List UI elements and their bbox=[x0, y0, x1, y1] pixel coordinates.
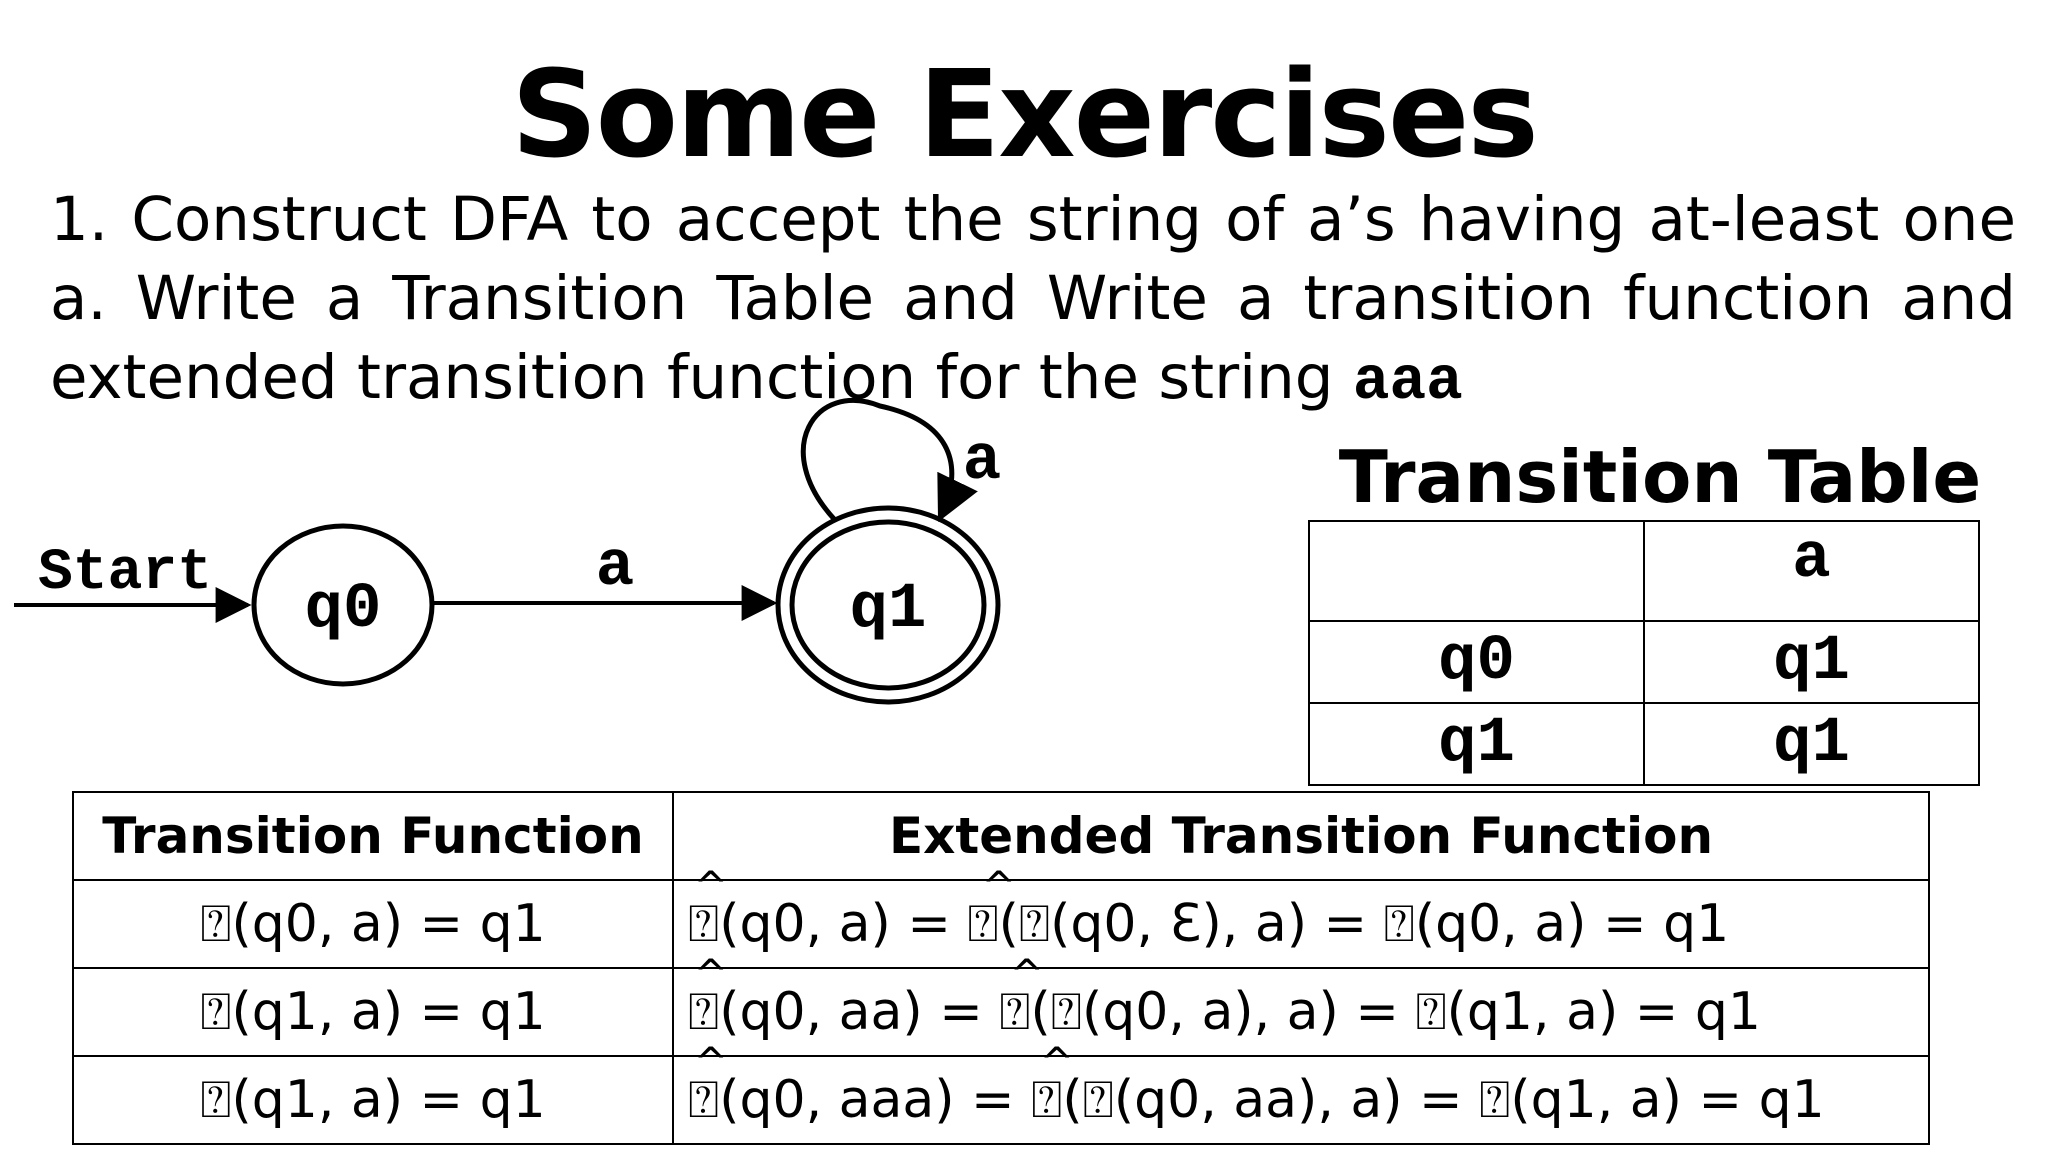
extended-function-text: ( bbox=[1030, 981, 1051, 1042]
self-loop-label: a bbox=[962, 426, 1002, 498]
extended-function-text: ( bbox=[998, 893, 1019, 954]
hat-icon: ^ bbox=[694, 952, 728, 998]
hat-icon: ^ bbox=[1010, 952, 1044, 998]
extended-function-cell bbox=[673, 864, 1929, 968]
table-row bbox=[73, 968, 1929, 1056]
extended-function-text: ( bbox=[1062, 1069, 1083, 1130]
missing-glyph-icon: ⍰ bbox=[1082, 1069, 1114, 1130]
hat-icon: ^ bbox=[694, 1040, 728, 1086]
table-cell-next-state: q1 bbox=[1644, 703, 1979, 785]
problem-string: aaa bbox=[1352, 348, 1463, 417]
missing-glyph-icon: ⍰ bbox=[1383, 893, 1415, 954]
missing-glyph-icon: ⍰ bbox=[688, 1069, 720, 1130]
extended-function-text: (q1, a) = q1 bbox=[1446, 981, 1761, 1042]
transition-table bbox=[1308, 520, 1980, 786]
missing-glyph-icon: ⍰ bbox=[200, 1069, 232, 1130]
transition-function-cell bbox=[73, 880, 673, 968]
problem-statement bbox=[50, 180, 2016, 422]
missing-glyph-icon: ⍰ bbox=[688, 893, 720, 954]
self-loop-arrow bbox=[803, 400, 951, 520]
transition-table-heading: Transition Table bbox=[1338, 435, 1982, 519]
table-cell-next-state: q1 bbox=[1644, 621, 1979, 703]
extended-function-text: (q1, a) = q1 bbox=[1510, 1069, 1825, 1130]
extended-function-text: (q0, a) = bbox=[719, 893, 968, 954]
start-label: Start bbox=[38, 541, 213, 606]
extended-transition-function-header: Extended Transition Function bbox=[673, 792, 1929, 880]
hat-icon: ^ bbox=[694, 864, 728, 910]
problem-text: 1. Construct DFA to accept the string of a’s having at-least one a. Write a Transition Table and Write a transition function and extended transition function for the string bbox=[50, 184, 2016, 413]
slide-title: Some Exercises bbox=[511, 46, 1537, 185]
missing-glyph-icon: ⍰ bbox=[1031, 1069, 1063, 1130]
hat-icon: ^ bbox=[1040, 1040, 1074, 1086]
extended-function-text: (q0, a), a) = bbox=[1082, 981, 1416, 1042]
extended-function-text: (q0, Ɛ), a) = bbox=[1050, 893, 1384, 954]
table-row bbox=[73, 880, 1929, 968]
table-cell-state: q0 bbox=[1309, 621, 1644, 703]
transition-table-header-row bbox=[1309, 521, 1979, 621]
extended-function-cell bbox=[673, 1040, 1929, 1144]
extended-function-text: (q0, aa) = bbox=[719, 981, 1000, 1042]
table-row bbox=[73, 1056, 1929, 1144]
table-row bbox=[1309, 703, 1979, 785]
extended-function-cell bbox=[673, 952, 1929, 1056]
table-row bbox=[1309, 621, 1979, 703]
functions-table bbox=[72, 791, 1930, 1145]
extended-function-text: (q0, a) = q1 bbox=[1414, 893, 1730, 954]
missing-glyph-icon: ⍰ bbox=[999, 981, 1031, 1042]
transition-table-symbol-header: a bbox=[1644, 521, 1979, 621]
missing-glyph-icon: ⍰ bbox=[688, 981, 720, 1042]
transition-table-corner-cell bbox=[1309, 521, 1644, 621]
hat-icon: ^ bbox=[982, 864, 1016, 910]
state-q0-label: q0 bbox=[304, 574, 382, 646]
transition-function-text: (q0, a) = q1 bbox=[231, 893, 546, 954]
state-q1-label: q1 bbox=[849, 574, 927, 646]
missing-glyph-icon: ⍰ bbox=[1415, 981, 1447, 1042]
missing-glyph-icon: ⍰ bbox=[1050, 981, 1082, 1042]
table-cell-state: q1 bbox=[1309, 703, 1644, 785]
missing-glyph-icon: ⍰ bbox=[967, 893, 999, 954]
extended-function-text: (q0, aaa) = bbox=[719, 1069, 1032, 1130]
transition-function-cell bbox=[73, 1056, 673, 1144]
missing-glyph-icon: ⍰ bbox=[200, 981, 232, 1042]
missing-glyph-icon: ⍰ bbox=[200, 893, 232, 954]
transition-function-header: Transition Function bbox=[73, 792, 673, 880]
transition-label: a bbox=[595, 532, 635, 604]
extended-function-text: (q0, aa), a) = bbox=[1113, 1069, 1480, 1130]
missing-glyph-icon: ⍰ bbox=[1479, 1069, 1511, 1130]
transition-function-text: (q1, a) = q1 bbox=[231, 1069, 546, 1130]
transition-function-text: (q1, a) = q1 bbox=[231, 981, 546, 1042]
transition-function-cell bbox=[73, 968, 673, 1056]
dfa-diagram bbox=[0, 390, 1020, 720]
missing-glyph-icon: ⍰ bbox=[1018, 893, 1051, 954]
